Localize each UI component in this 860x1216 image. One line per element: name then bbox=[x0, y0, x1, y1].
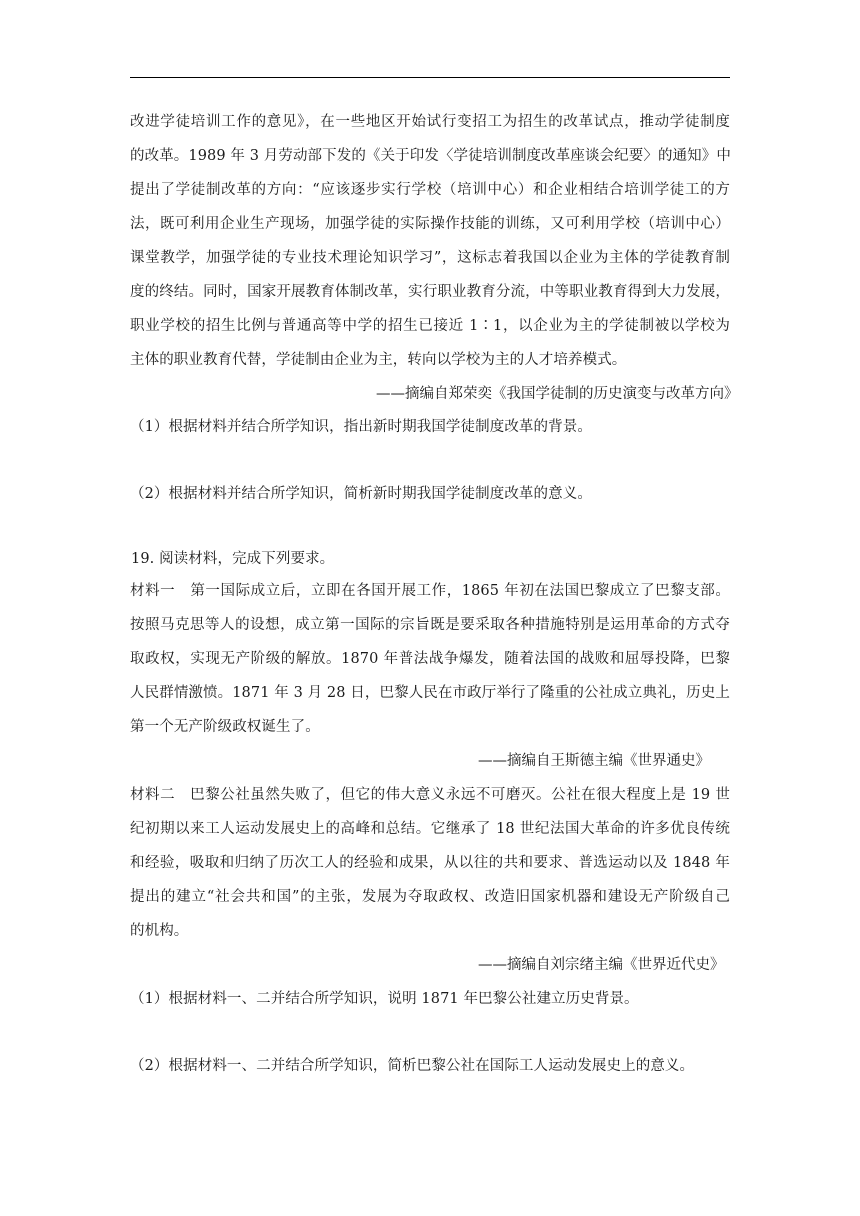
question-19-2: （2）根据材料一、二并结合所学知识，简析巴黎公社在国际工人运动发展史上的意义。 bbox=[130, 1058, 695, 1074]
material-1-line: 按照马克思等人的设想，成立第一国际的宗旨既是要采取各种措施特别是运用革命的方式夺 bbox=[130, 617, 730, 633]
source-citation: ——摘编自王斯德主编《世界通史》 bbox=[478, 753, 710, 769]
question-19-title: 19. 阅读材料，完成下列要求。 bbox=[131, 551, 335, 567]
source-citation: ——摘编自郑荣奕《我国学徒制的历史演变与改革方向》 bbox=[376, 386, 739, 402]
passage-line: 职业学校的招生比例与普通高等中学的招生已接近 1∶1，以企业为主的学徒制被以学校为 bbox=[130, 318, 730, 334]
question-18-2: （2）根据材料并结合所学知识，简析新时期我国学徒制度改革的意义。 bbox=[130, 486, 592, 502]
material-2-line: 和经验，吸取和归纳了历次工人的经验和成果，从以往的共和要求、普选运动以及 1848 年 bbox=[130, 855, 730, 871]
question-19-1: （1）根据材料一、二并结合所学知识，说明 1871 年巴黎公社建立历史背景。 bbox=[130, 991, 639, 1007]
header-rule bbox=[130, 77, 730, 78]
material-2-line: 纪初期以来工人运动发展史上的高峰和总结。它继承了 18 世纪法国大革命的许多优良传统 bbox=[130, 821, 730, 837]
passage-line: 的改革。1989 年 3 月劳动部下发的《关于印发〈学徒培训制度改革座谈会纪要〉的通知》中 bbox=[130, 148, 731, 164]
material-1-line: 人民群情激愤。1871 年 3 月 28 日，巴黎人民在市政厅举行了隆重的公社成立典礼，历史上 bbox=[130, 685, 730, 701]
passage-line: 度的终结。同时，国家开展教育体制改革，实行职业教育分流，中等职业教育得到大力发展， bbox=[130, 284, 730, 300]
material-2-line: 材料二 巴黎公社虽然失败了，但它的伟大意义永远不可磨灭。公社在很大程度上是 19 世 bbox=[130, 787, 730, 803]
passage-line: 提出了学徒制改革的方向：“应该逐步实行学校（培训中心）和企业相结合培训学徒工的方 bbox=[130, 182, 730, 198]
material-1-line: 第一个无产阶级政权诞生了。 bbox=[130, 719, 320, 735]
material-2-line: 的机构。 bbox=[130, 923, 189, 939]
passage-line: 改进学徒培训工作的意见》，在一些地区开始试行变招工为招生的改革试点，推动学徒制度 bbox=[130, 114, 730, 130]
material-1-line: 材料一 第一国际成立后，立即在各国开展工作，1865 年初在法国巴黎成立了巴黎支部。 bbox=[130, 583, 730, 599]
passage-line: 主体的职业教育代替，学徒制由企业为主，转向以学校为主的人才培养模式。 bbox=[130, 352, 627, 368]
question-18-1: （1）根据材料并结合所学知识，指出新时期我国学徒制度改革的背景。 bbox=[130, 419, 592, 435]
source-citation: ——摘编自刘宗绪主编《世界近代史》 bbox=[478, 957, 725, 973]
passage-line: 法，既可利用企业生产现场，加强学徒的实际操作技能的训练，又可利用学校（培训中心） bbox=[130, 216, 730, 232]
passage-line: 课堂教学，加强学徒的专业技术理论知识学习”，这标志着我国以企业为主体的学徒教育制 bbox=[130, 250, 730, 266]
material-1-line: 取政权，实现无产阶级的解放。1870 年普法战争爆发，随着法国的战败和屈辱投降，巴黎 bbox=[130, 651, 730, 667]
material-2-line: 提出的建立“社会共和国”的主张，发展为夺取政权、改造旧国家机器和建设无产阶级自己 bbox=[130, 889, 730, 905]
